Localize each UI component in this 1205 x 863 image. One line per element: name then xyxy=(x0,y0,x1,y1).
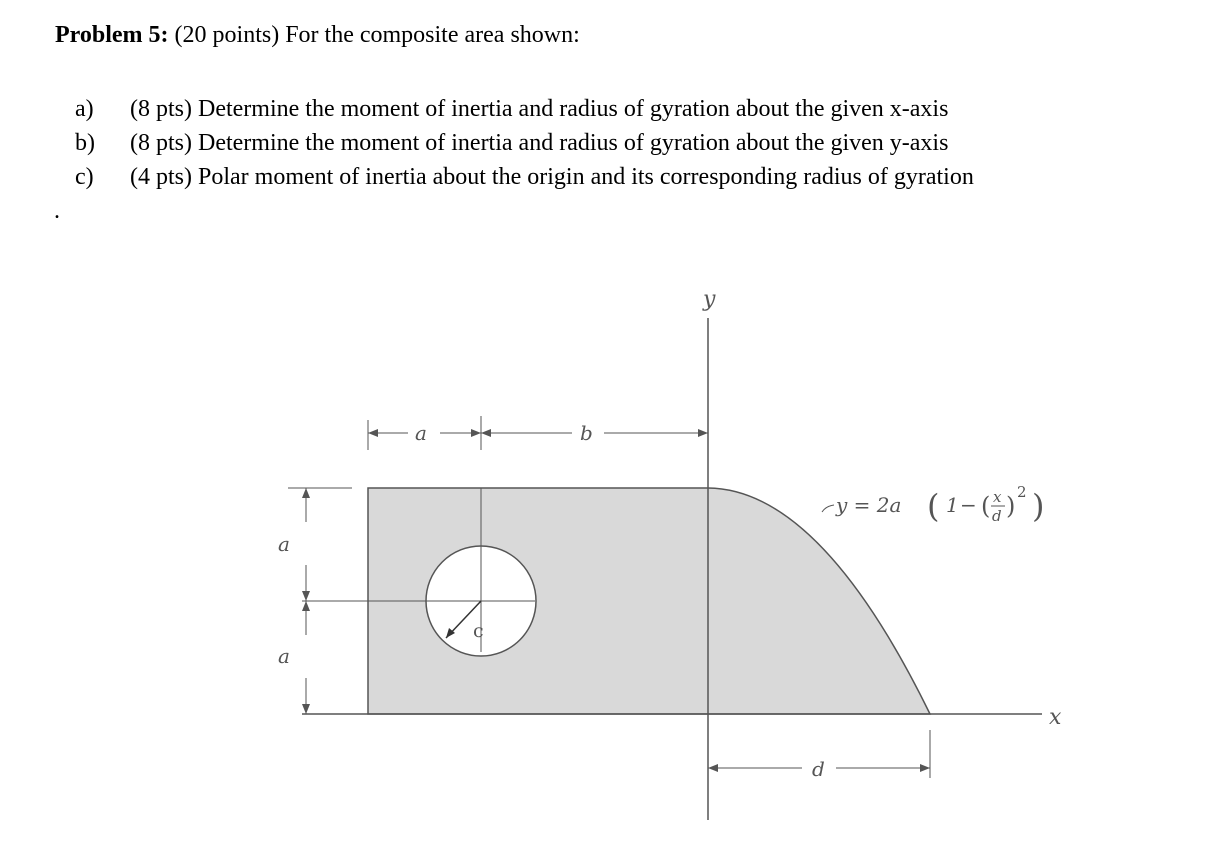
curve-equation-paren-open: ( xyxy=(927,487,940,525)
task-letter: a) xyxy=(75,96,94,122)
radius-label: c xyxy=(473,620,484,642)
dim-a-top-label: a xyxy=(415,421,427,445)
curve-equation-one: 1 xyxy=(946,493,959,517)
task-text: (8 pts) Determine the moment of inertia and radius of gyration about the given y-axis xyxy=(130,130,949,156)
curve-equation-minus: − xyxy=(960,493,977,517)
curve-equation xyxy=(835,483,1044,525)
dim-b-label: b xyxy=(580,421,593,445)
curve-equation-frac-num: x xyxy=(993,488,1002,506)
curve-equation-inner-paren-open: ( xyxy=(981,492,991,520)
dim-a-upper-label: a xyxy=(278,532,290,556)
dim-d-arrow-right xyxy=(920,764,930,772)
y-axis-label: y xyxy=(703,287,716,312)
task-letter: c) xyxy=(75,164,94,190)
dim-d-label: d xyxy=(812,757,825,781)
task-text: (4 pts) Polar moment of inertia about the origin and its corresponding radius of gyration xyxy=(130,164,974,190)
curve-equation-inner-paren-close: ) xyxy=(1006,492,1016,520)
problem-label: Problem 5: xyxy=(55,22,169,48)
dim-b-arrow-left xyxy=(481,429,491,437)
dim-a-arrow-left xyxy=(368,429,378,437)
dim-left-upper-arrow-bottom xyxy=(302,591,310,601)
problem-intro: (20 points) For the composite area shown: xyxy=(168,22,580,48)
dim-a-arrow-right xyxy=(471,429,481,437)
stray-dot: . xyxy=(54,198,60,224)
task-text: (8 pts) Determine the moment of inertia and radius of gyration about the given x-axis xyxy=(130,96,949,122)
x-axis-label: x xyxy=(1049,705,1062,730)
task-letter: b) xyxy=(75,130,95,156)
curve-leader xyxy=(822,505,834,512)
curve-equation-lhs: y = 2a xyxy=(836,493,902,517)
curve-equation-paren-close: ) xyxy=(1032,487,1045,525)
curve-equation-exponent: 2 xyxy=(1017,483,1027,501)
dim-left-lower-arrow-bottom xyxy=(302,704,310,714)
dim-d-arrow-left xyxy=(708,764,718,772)
dim-b-arrow-right xyxy=(698,429,708,437)
dim-left-lower-arrow-top xyxy=(302,601,310,611)
dim-a-lower-label: a xyxy=(278,644,290,668)
dim-left-upper-arrow-top xyxy=(302,488,310,498)
curve-equation-frac-den: d xyxy=(992,507,1002,525)
